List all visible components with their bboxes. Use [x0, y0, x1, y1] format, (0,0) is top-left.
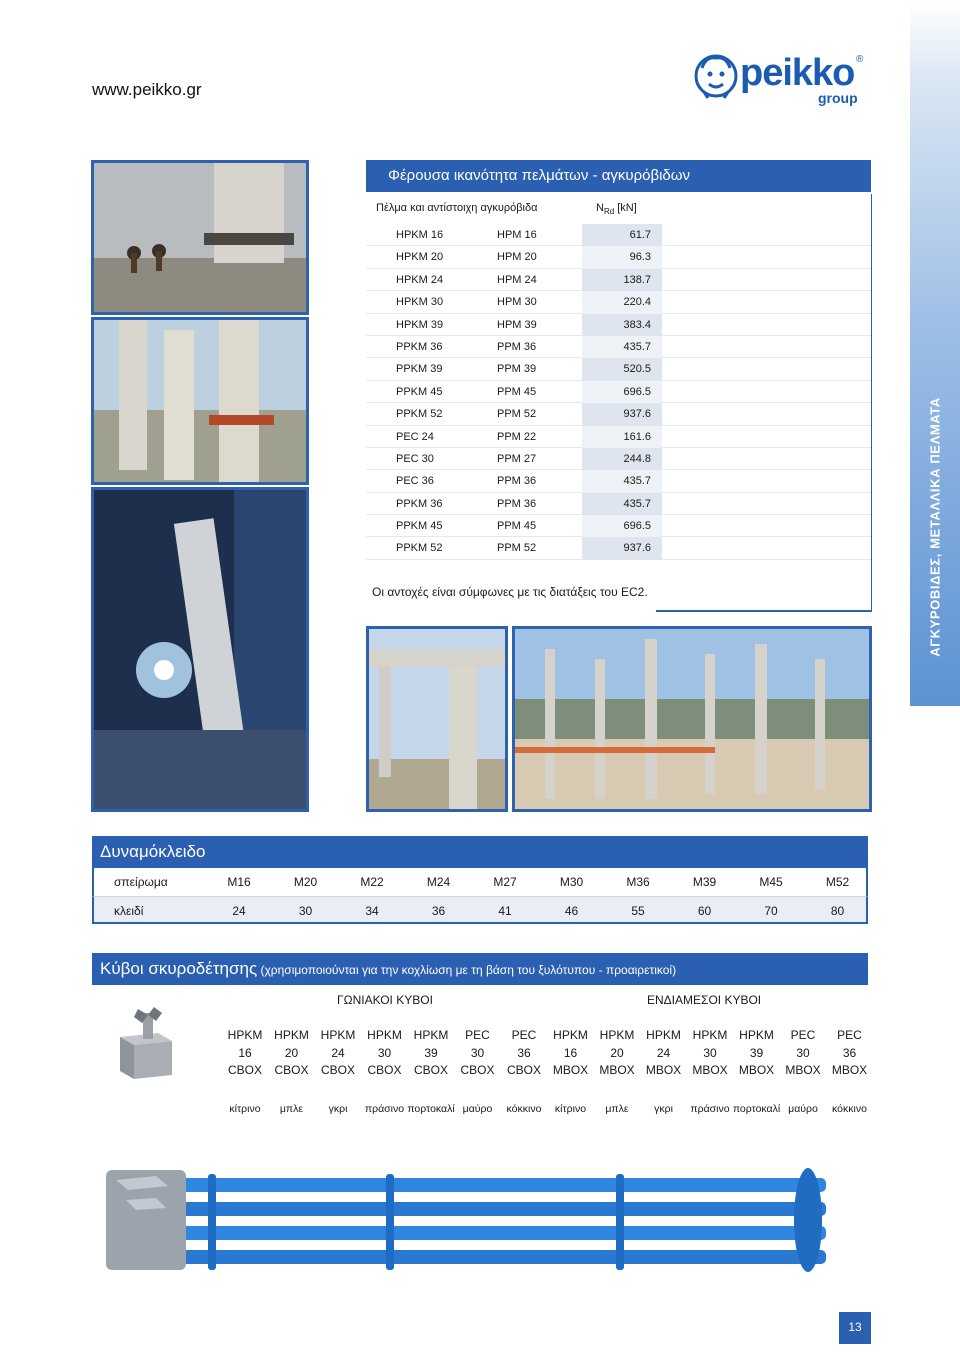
cube-line2: 16 [238, 1045, 252, 1060]
thread-cell: M45 [759, 875, 783, 889]
bolt-cell: PPM 27 [497, 452, 537, 465]
cube-line1: PEC [837, 1028, 862, 1042]
key-cell: 55 [631, 904, 645, 918]
page-number: 13 [839, 1312, 871, 1344]
corner-cubes-label: ΓΩΝΙΑΚΟΙ ΚΥΒΟΙ [337, 993, 433, 1007]
cube-color-label: κόκκινο [832, 1103, 867, 1115]
bolt-cell: HPM 24 [497, 273, 537, 286]
cube-line2: 24 [331, 1045, 345, 1060]
logo-brand-text: peikko [740, 52, 855, 94]
capacity-table [366, 160, 871, 610]
capacity-cell: 244.8 [582, 448, 662, 470]
cube-line2: 39 [424, 1045, 438, 1060]
table-row [366, 246, 871, 268]
capacity-cell: 435.7 [582, 470, 662, 492]
capacity-cell: 161.6 [582, 426, 662, 448]
photo-construction-site [512, 626, 872, 812]
capacity-cell: 435.7 [582, 493, 662, 515]
cube-item [313, 1027, 363, 1080]
thread-cell: M39 [692, 875, 717, 889]
shoe-cell: PPKM 45 [396, 385, 443, 398]
shoe-cell: PPKM 52 [396, 542, 443, 555]
wrench-title: Δυναμόκλειδο [100, 842, 206, 861]
shoe-cell: PPKM 39 [396, 363, 443, 376]
cube-color-label: μαύρο [788, 1103, 818, 1115]
header-nrd-main: N [596, 202, 604, 214]
bolt-cell: HPM 16 [497, 229, 537, 241]
thread-cell: M30 [559, 875, 584, 889]
peikko-logo[interactable] [694, 52, 870, 108]
cube-color-label: μπλε [605, 1103, 629, 1115]
cube-line3: CBOX [413, 1063, 448, 1077]
shoe-cell: PPKM 52 [396, 408, 443, 421]
cube-color-label: μαύρο [462, 1103, 493, 1115]
cube-item [267, 1027, 317, 1080]
table-row [366, 269, 871, 291]
cube-color-label: πορτοκαλί [407, 1103, 455, 1115]
header-nrd [596, 202, 637, 216]
cube-item [360, 1027, 410, 1080]
cube-line3: MBOX [785, 1063, 821, 1077]
cube-line3: MBOX [552, 1063, 589, 1077]
key-cell: 36 [431, 904, 446, 918]
site-url[interactable]: www.peikko.gr [92, 80, 202, 99]
cube-line3: CBOX [274, 1063, 309, 1077]
cubes-subtitle-close: ) [672, 963, 677, 977]
capacity-cell: 220.4 [582, 291, 662, 313]
cube-color-label: κίτρινο [554, 1103, 587, 1115]
capacity-cell: 696.5 [582, 381, 662, 403]
key-cell: 24 [232, 904, 246, 918]
wrench-section-title [92, 836, 868, 868]
cube-color-label: πράσινο [364, 1103, 405, 1115]
cubes-subtitle: χρησιμοποιούνται για την κοχλίωση με τη βάση του ξυλότυπου - προαιρετικοί [264, 963, 673, 977]
key-cell: 70 [764, 904, 778, 918]
header-nrd-sub: Rd [603, 207, 615, 217]
cube-line1: HPKM [739, 1028, 774, 1042]
cube-item [685, 1027, 735, 1080]
capacity-table-title: Φέρουσα ικανότητα πελμάτων - αγκυρόβιδων [366, 160, 871, 192]
thread-cell: M16 [227, 875, 251, 889]
bolt-cell: HPM 39 [497, 318, 537, 331]
cube-item [499, 1027, 549, 1080]
bolt-cell: PPM 36 [497, 340, 537, 353]
cube-line2: 36 [842, 1045, 857, 1060]
capacity-cell: 435.7 [582, 336, 662, 358]
side-tab-title: ΑΓΚΥΡΟΒΙΔΕΣ, ΜΕΤΑΛΛΙΚΑ ΠΕΛΜΑΤΑ [927, 397, 943, 657]
key-cell: 41 [498, 904, 512, 918]
cube-item [778, 1027, 828, 1080]
cubes-subtitle-open: ( [257, 963, 265, 977]
shoe-cell: HPKM 39 [396, 318, 444, 331]
bolt-cell: PPM 45 [497, 385, 537, 398]
cube-line3: MBOX [831, 1063, 868, 1077]
cube-line2: 36 [517, 1045, 531, 1060]
cube-color-label: γκρι [328, 1103, 348, 1115]
shoe-cell: HPKM 30 [396, 296, 444, 309]
table-row [366, 515, 871, 537]
key-cell: 30 [298, 904, 313, 918]
capacity-cell: 61.7 [582, 224, 662, 246]
cube-color-label: πράσινο [690, 1103, 730, 1115]
cube-line1: PEC [790, 1028, 816, 1042]
cube-line2: 20 [284, 1045, 299, 1060]
cube-line1: HPKM [646, 1028, 681, 1042]
concrete-cube-icon [114, 1005, 180, 1081]
shoe-cell: PPKM 36 [396, 340, 443, 353]
cube-line2: 24 [656, 1045, 671, 1060]
capacity-cell: 138.7 [582, 269, 662, 291]
capacity-note: Οι αντοχές είναι σύμφωνες με τις διατάξεις του EC2. [372, 585, 648, 599]
table-row [366, 537, 871, 559]
bolt-cell: HPM 30 [497, 296, 537, 309]
cube-color-label: κίτρινο [229, 1103, 261, 1115]
thread-label: σπείρωμα [114, 875, 168, 889]
shoe-cell: PEC 24 [396, 430, 434, 443]
shoe-cell: HPKM 16 [396, 229, 444, 241]
cube-line1: HPKM [599, 1028, 635, 1042]
bolt-cell: PPM 52 [497, 542, 537, 555]
cube-color-label: πορτοκαλί [732, 1103, 781, 1115]
table-row [366, 381, 871, 403]
table-row [366, 493, 871, 515]
shoe-cell: HPKM 24 [396, 273, 444, 286]
cube-line2: 30 [796, 1045, 810, 1060]
capacity-table-header [366, 192, 871, 224]
bolt-cell: PPM 36 [497, 475, 537, 488]
bolt-cell: PPM 52 [497, 408, 537, 421]
key-cell: 46 [564, 904, 579, 918]
capacity-cell: 520.5 [582, 358, 662, 380]
photo-column-base [91, 160, 309, 315]
cube-line2: 39 [749, 1045, 764, 1060]
table-row [366, 358, 871, 380]
cubes-title: Κύβοι σκυροδέτησης [100, 959, 258, 978]
thread-row [92, 868, 868, 896]
key-cell: 34 [365, 904, 379, 918]
cube-line3: CBOX [506, 1063, 541, 1077]
logo-registered-mark: ® [856, 54, 864, 65]
photo-welding [91, 487, 309, 812]
key-cell: 80 [830, 904, 845, 918]
cube-item [220, 1027, 270, 1080]
table-row [366, 403, 871, 425]
thread-cell: M22 [360, 875, 384, 889]
cube-line1: HPKM [227, 1028, 263, 1042]
thread-cell: M20 [293, 875, 318, 889]
thread-cell: M36 [626, 875, 650, 889]
cube-line1: PEC [511, 1028, 537, 1042]
bolt-cell: HPM 20 [497, 251, 537, 264]
cube-line3: MBOX [738, 1063, 775, 1077]
capacity-cell: 96.3 [582, 246, 662, 268]
table-row [366, 336, 871, 358]
cube-item [546, 1027, 596, 1080]
cube-line3: MBOX [692, 1063, 728, 1077]
cube-line3: MBOX [599, 1063, 635, 1077]
cube-line3: CBOX [460, 1063, 495, 1077]
thread-cell: M27 [493, 875, 517, 889]
shoe-cell: PEC 36 [396, 475, 434, 488]
shoe-cell: HPKM 20 [396, 251, 444, 264]
table-row [366, 426, 871, 448]
capacity-cell: 937.6 [582, 403, 662, 425]
shoe-cell: PPKM 36 [396, 497, 443, 510]
key-cell: 60 [697, 904, 712, 918]
capacity-cell: 383.4 [582, 314, 662, 336]
cube-color-label: γκρι [654, 1103, 673, 1115]
cube-color-label: μπλε [279, 1103, 304, 1115]
cube-line2: 20 [610, 1045, 624, 1060]
cube-line3: MBOX [645, 1063, 682, 1077]
cube-item [592, 1027, 642, 1080]
cube-item [453, 1027, 503, 1080]
cube-line2: 30 [703, 1045, 717, 1060]
cube-item [406, 1027, 456, 1080]
cube-line1: PEC [465, 1028, 490, 1042]
cube-item [639, 1027, 689, 1080]
table-row [366, 448, 871, 470]
bolt-cell: PPM 39 [497, 363, 537, 376]
cube-line1: HPKM [274, 1028, 309, 1042]
cube-line1: HPKM [413, 1028, 449, 1042]
cube-line3: CBOX [367, 1063, 402, 1077]
cube-item [732, 1027, 782, 1080]
bolt-cell: PPM 45 [497, 520, 537, 533]
cube-line3: CBOX [320, 1063, 355, 1077]
header-shoe-bolt: Πέλμα και αντίστοιχη αγκυρόβιδα [376, 202, 538, 214]
table-row [366, 470, 871, 492]
cube-line2: 30 [470, 1045, 485, 1060]
thread-cell: M52 [825, 875, 850, 889]
table-row [366, 224, 871, 246]
cube-line1: HPKM [320, 1028, 356, 1042]
cube-line1: HPKM [553, 1028, 588, 1042]
lion-logo-icon [694, 52, 738, 102]
table-row [366, 291, 871, 313]
table-row [366, 314, 871, 336]
cubes-section-title [92, 953, 868, 985]
wrench-table [92, 868, 868, 924]
cubes-table [92, 985, 868, 1120]
capacity-cell: 696.5 [582, 515, 662, 537]
cube-item [825, 1027, 875, 1080]
bolt-cell: PPM 36 [497, 497, 537, 510]
capacity-cell: 937.6 [582, 537, 662, 559]
cube-line1: HPKM [692, 1028, 728, 1042]
key-row [92, 896, 868, 924]
cube-line1: HPKM [367, 1028, 402, 1042]
thread-cell: M24 [426, 875, 451, 889]
anchor-bolt-illustration [96, 1160, 846, 1280]
cube-line2: 16 [563, 1045, 578, 1060]
shoe-cell: PEC 30 [396, 452, 434, 465]
cube-line2: 30 [377, 1045, 392, 1060]
middle-cubes-label: ΕΝΔΙΑΜΕΣΟΙ ΚΥΒΟΙ [647, 993, 762, 1007]
key-label: κλειδί [114, 904, 144, 918]
cube-color-label: κόκκινο [506, 1103, 542, 1115]
photo-precast-columns [91, 317, 309, 485]
logo-group-text: group [818, 90, 858, 106]
capacity-table-body [366, 224, 871, 560]
cube-line3: CBOX [227, 1063, 262, 1077]
shoe-cell: PPKM 45 [396, 520, 443, 533]
photo-precast-frame [366, 626, 508, 812]
bolt-cell: PPM 22 [497, 430, 537, 443]
header-nrd-unit: [kN] [614, 202, 637, 214]
